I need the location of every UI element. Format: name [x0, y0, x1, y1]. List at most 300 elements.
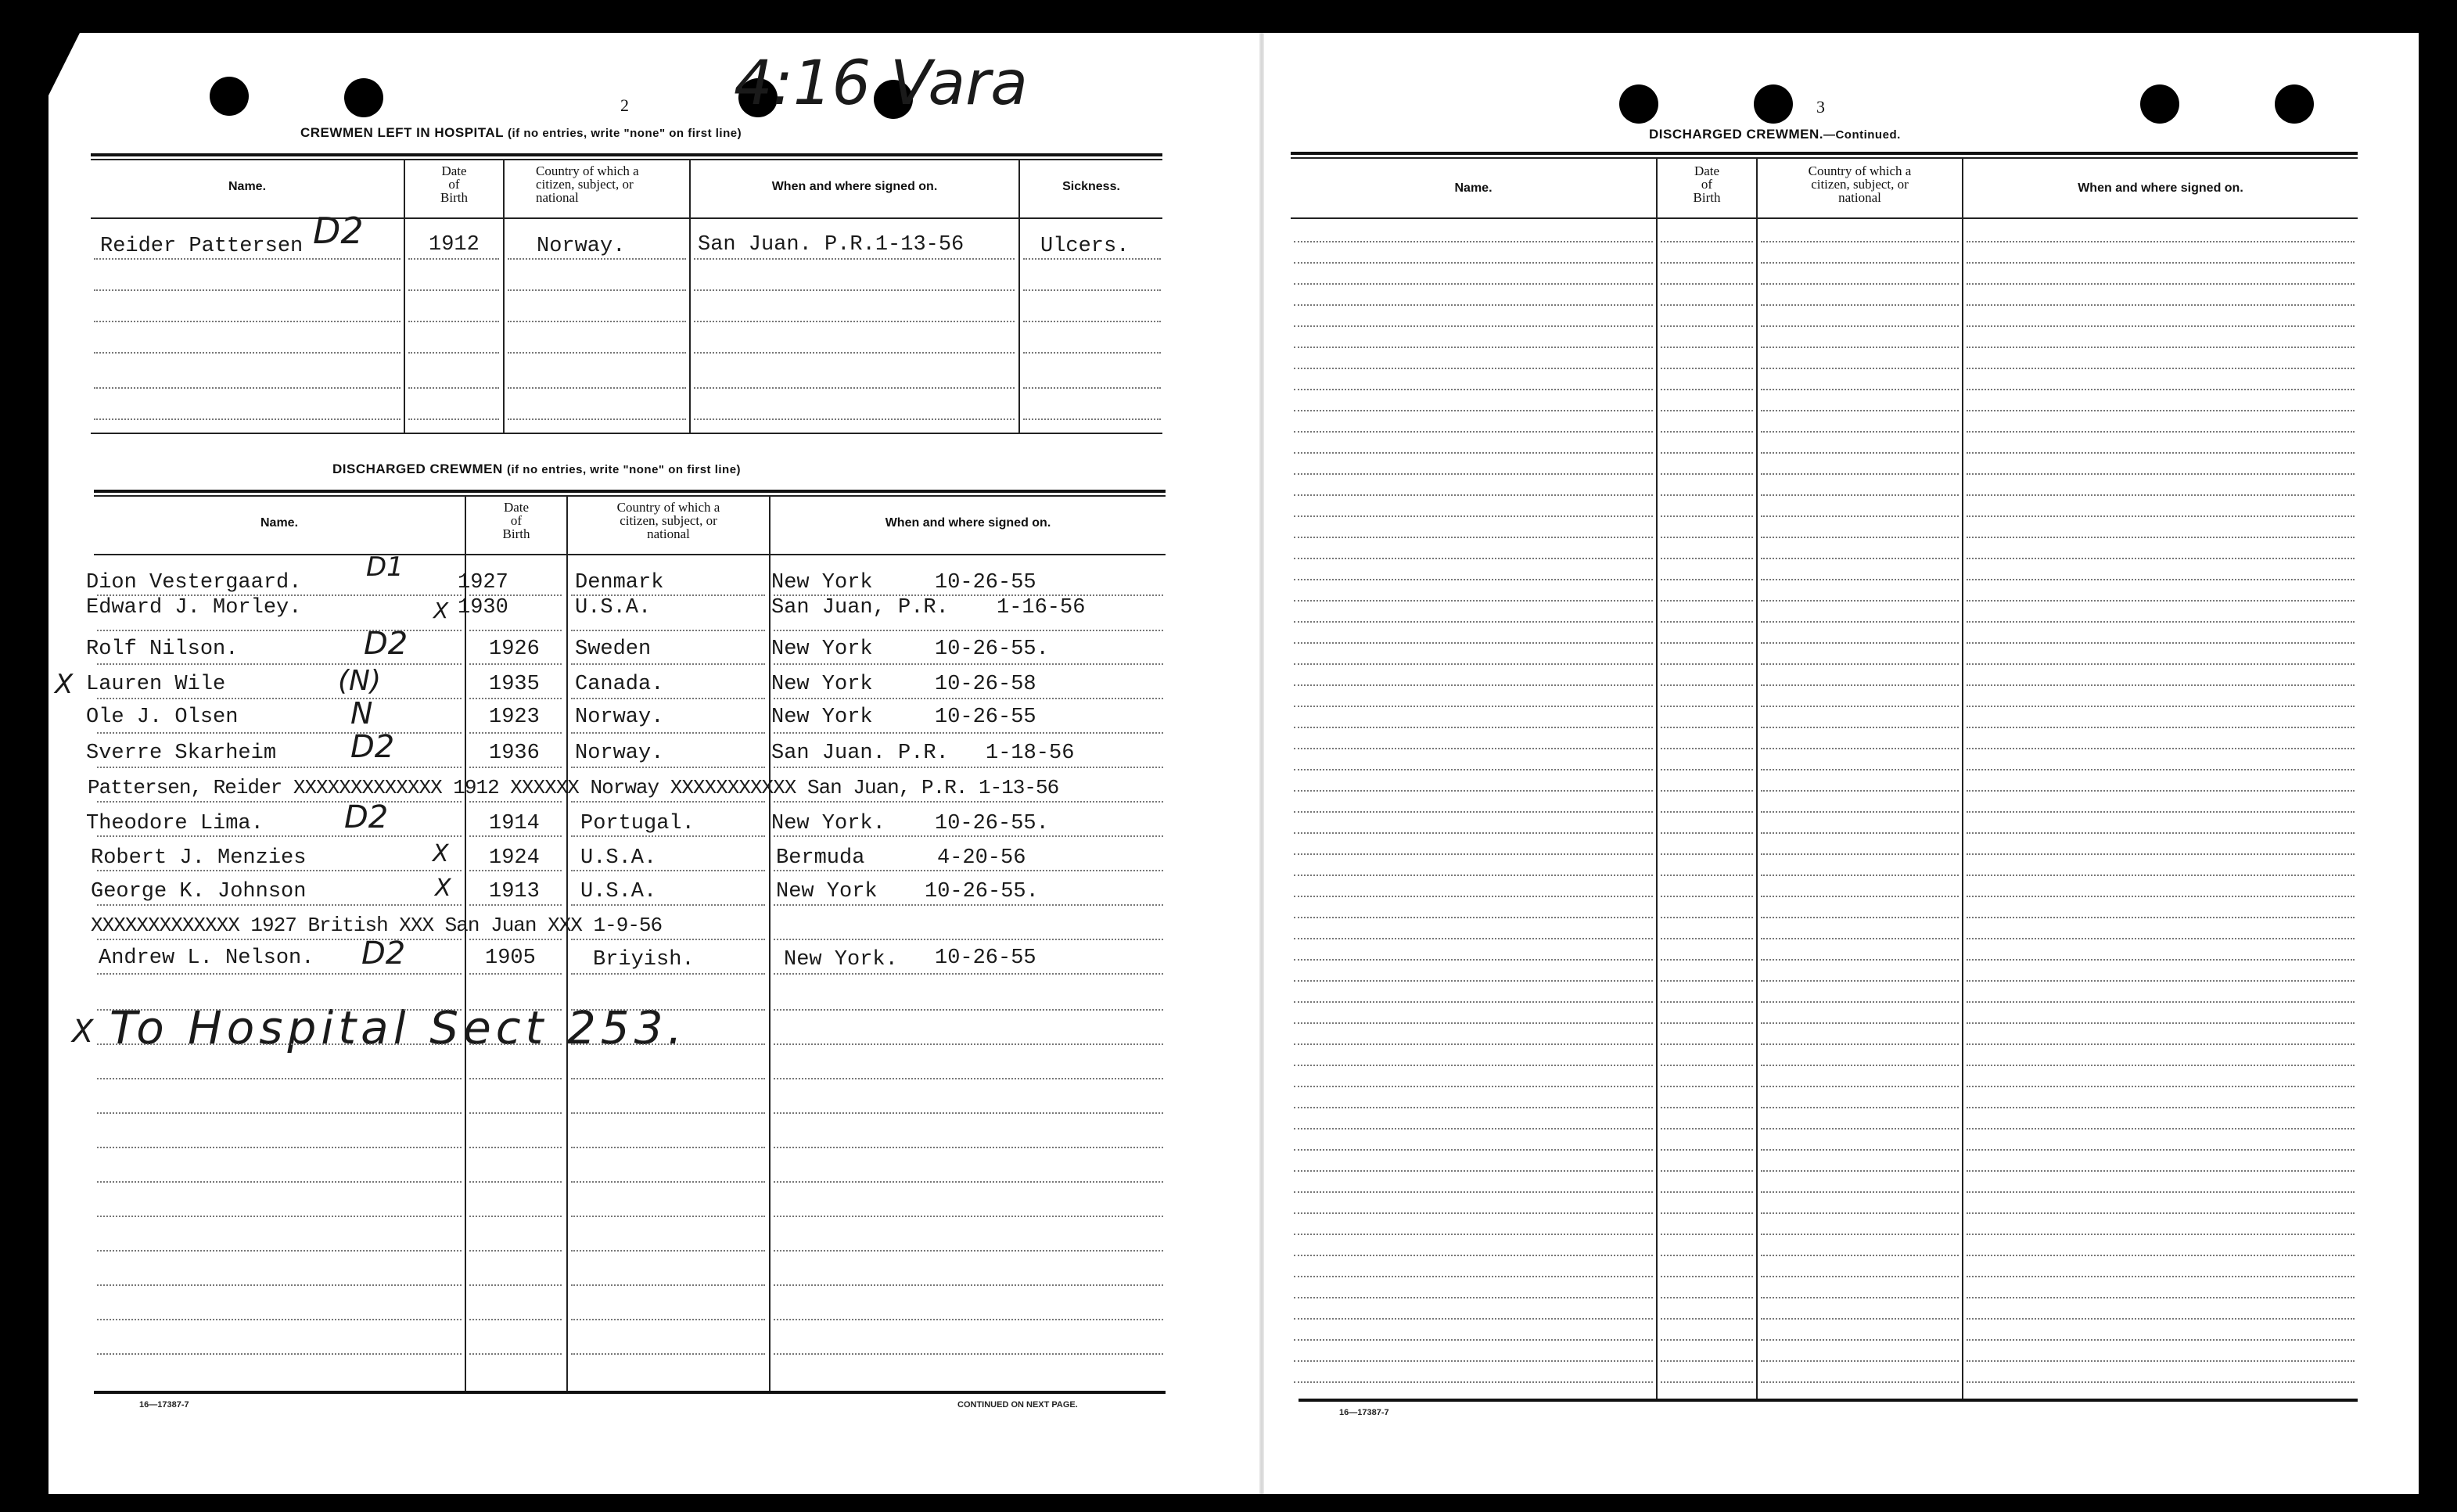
crew-country: Norway.	[575, 742, 664, 765]
dotted-rule	[1294, 1381, 1653, 1383]
column-divider	[1656, 157, 1658, 1399]
header-dob-line: of	[1701, 177, 1713, 192]
dotted-rule	[1661, 1065, 1753, 1066]
dotted-rule	[1661, 853, 1753, 855]
crew-date: 10-26-55	[935, 946, 1036, 970]
continued-title: DISCHARGED CREWMEN.	[1649, 127, 1823, 142]
dotted-rule	[1761, 748, 1959, 749]
dotted-rule	[1967, 1191, 2355, 1193]
table-rule	[1291, 217, 2358, 219]
crew-date: 10-26-58	[935, 673, 1036, 696]
dotted-rule	[1661, 1043, 1753, 1045]
dotted-rule	[1761, 579, 1959, 580]
dotted-rule	[1294, 452, 1653, 454]
crew-country: U.S.A.	[575, 596, 652, 620]
crew-date: 4-20-56	[937, 846, 1026, 870]
folded-corner	[48, 33, 80, 95]
dotted-rule	[1761, 1170, 1959, 1172]
dotted-rule	[1294, 241, 1653, 242]
page-number: 3	[1816, 97, 1825, 117]
dotted-rule	[1661, 494, 1753, 496]
dotted-rule	[1967, 1022, 2355, 1024]
table-rule	[1291, 152, 2358, 155]
crew-dob: 1913	[489, 880, 540, 903]
dotted-rule	[1761, 368, 1959, 369]
dotted-rule	[1967, 558, 2355, 559]
crew-mark: N	[350, 696, 373, 731]
form-number: 16—17387-7	[139, 1400, 189, 1410]
dotted-rule	[1967, 1360, 2355, 1362]
column-divider	[1756, 157, 1758, 1399]
center-fold	[1259, 33, 1264, 1494]
dotted-rule	[1294, 663, 1653, 665]
dotted-rule	[1967, 790, 2355, 792]
dotted-rule	[1761, 473, 1959, 475]
dotted-rule	[1967, 1128, 2355, 1130]
dotted-rule	[1967, 1318, 2355, 1320]
header-name: Name.	[260, 516, 299, 530]
dotted-rule	[1761, 1086, 1959, 1087]
dotted-rule	[1967, 431, 2355, 433]
dotted-rule	[1661, 579, 1753, 580]
dotted-rule	[1294, 684, 1653, 686]
dotted-rule	[1661, 938, 1753, 939]
dotted-rule	[1661, 368, 1753, 369]
dotted-rule	[1761, 558, 1959, 559]
dotted-rule	[1761, 853, 1959, 855]
dotted-rule	[1661, 1381, 1753, 1383]
dotted-rule	[1967, 473, 2355, 475]
dotted-rule	[1967, 1381, 2355, 1383]
dotted-rule	[1294, 494, 1653, 496]
dotted-rule	[1294, 1107, 1653, 1108]
header-name: Name.	[228, 180, 267, 193]
crew-dob: 1914	[489, 812, 540, 835]
dotted-rule	[1294, 980, 1653, 982]
dotted-rule	[1967, 368, 2355, 369]
dotted-rule	[1967, 684, 2355, 686]
header-dob-line: Birth	[1693, 190, 1721, 205]
dotted-rule	[1967, 1043, 2355, 1045]
crew-dob: 1926	[489, 637, 540, 661]
continued-note: CONTINUED ON NEXT PAGE.	[957, 1400, 1078, 1410]
dotted-rule	[1661, 875, 1753, 876]
dotted-rule	[1761, 1276, 1959, 1277]
dotted-rule	[1294, 325, 1653, 327]
dotted-rule	[1661, 1170, 1753, 1172]
header-country-line: national	[536, 190, 579, 205]
crew-mark: X	[433, 840, 449, 867]
dotted-rule	[1967, 1170, 2355, 1172]
header-country-line: citizen, subject, or	[1811, 177, 1909, 192]
dotted-rule	[1294, 1234, 1653, 1235]
dotted-rule	[1661, 706, 1753, 707]
header-name: Name.	[1454, 181, 1493, 195]
crew-country: U.S.A.	[580, 880, 657, 903]
crew-dob: 1905	[485, 946, 536, 970]
dotted-rule	[1661, 431, 1753, 433]
dotted-rule	[1761, 304, 1959, 306]
header-country-line: Country of which a	[1808, 163, 1912, 178]
dotted-rule	[1761, 537, 1959, 538]
dotted-rule	[1661, 558, 1753, 559]
dotted-rule	[1294, 558, 1653, 559]
crew-name: Lauren Wile	[86, 673, 226, 696]
dotted-rule	[1294, 790, 1653, 792]
dotted-rule	[1761, 1149, 1959, 1151]
dotted-rule	[1661, 917, 1753, 918]
dotted-rule	[1294, 896, 1653, 897]
crew-dob: 1927	[458, 571, 508, 594]
hospital-subtitle: (if no entries, write "none" on first line)	[508, 127, 742, 140]
column-divider	[566, 495, 568, 1391]
crew-place: San Juan, P.R.	[771, 596, 949, 620]
dotted-rule	[1661, 283, 1753, 285]
crew-name: Ole J. Olsen	[86, 706, 239, 729]
header-country-line: Country of which a	[616, 500, 720, 515]
dotted-rule	[1294, 1086, 1653, 1087]
dotted-rule	[1967, 1107, 2355, 1108]
table-rule	[91, 433, 1162, 434]
dotted-rule	[1761, 1360, 1959, 1362]
crew-place: New York	[771, 571, 873, 594]
crew-name: Sverre Skarheim	[86, 742, 277, 765]
header-sickness: Sickness.	[1062, 180, 1120, 193]
column-divider	[689, 159, 691, 433]
dotted-rule	[1761, 1318, 1959, 1320]
handwritten-hospital-note: To Hospital Sect 253.	[110, 1001, 687, 1054]
dotted-rule	[1294, 1212, 1653, 1214]
crew-dob: 1924	[489, 846, 540, 870]
dotted-rule	[1661, 832, 1753, 834]
header-dob-line: Birth	[502, 526, 530, 541]
dotted-rule	[1661, 769, 1753, 770]
dotted-rule	[1967, 494, 2355, 496]
crew-name: George K. Johnson	[91, 880, 307, 903]
crew-name: Robert J. Menzies	[91, 846, 307, 870]
dotted-rule	[1294, 832, 1653, 834]
header-dob-line: of	[448, 177, 460, 192]
dotted-rule	[1294, 283, 1653, 285]
crew-mark: D2	[361, 936, 406, 971]
dotted-rule	[1761, 642, 1959, 644]
crew-date: 10-26-55.	[935, 637, 1049, 661]
dotted-rule	[1661, 347, 1753, 348]
dotted-rule	[1294, 727, 1653, 728]
dotted-rule	[1761, 684, 1959, 686]
dotted-rule	[1761, 875, 1959, 876]
dotted-rule	[1661, 1022, 1753, 1024]
dotted-rule	[1967, 1212, 2355, 1214]
dotted-rule	[1661, 1191, 1753, 1193]
header-country-line: citizen, subject, or	[536, 177, 634, 192]
crew-mark: D2	[364, 626, 408, 662]
hospital-country: Norway.	[537, 235, 626, 258]
dotted-rule	[1294, 473, 1653, 475]
dotted-rule	[1761, 1339, 1959, 1341]
crew-dob: 1936	[489, 742, 540, 765]
crew-country: Sweden	[575, 637, 652, 661]
dotted-rule	[1761, 515, 1959, 517]
table-rule	[94, 490, 1166, 493]
dotted-rule	[1294, 1360, 1653, 1362]
crew-country: Norway.	[575, 706, 664, 729]
header-country	[505, 164, 689, 204]
dotted-rule	[1761, 832, 1959, 834]
crew-mark: (N)	[338, 665, 382, 697]
hospital-sickness: Ulcers.	[1040, 235, 1130, 258]
dotted-rule	[1294, 769, 1653, 770]
dotted-rule	[1761, 600, 1959, 602]
dotted-rule	[1967, 1255, 2355, 1256]
crossed-entry: XXXXXXXXXXXXX 1927 British XXX San Juan XXX 1-9-56	[91, 914, 663, 937]
dotted-rule	[1661, 1339, 1753, 1341]
header-country	[568, 501, 769, 541]
dotted-rule	[1967, 410, 2355, 411]
table-rule	[94, 554, 1166, 555]
dotted-rule	[1661, 1086, 1753, 1087]
dotted-rule	[1294, 938, 1653, 939]
dotted-rule	[1967, 980, 2355, 982]
header-country-line: national	[647, 526, 690, 541]
dotted-rule	[1661, 663, 1753, 665]
crew-mark: D2	[344, 799, 389, 835]
column-divider	[465, 495, 466, 1391]
dotted-rule	[1967, 1339, 2355, 1341]
table-rule	[91, 153, 1162, 156]
dotted-rule	[1294, 1022, 1653, 1024]
header-dob-line: Date	[503, 500, 530, 515]
dotted-rule	[1661, 537, 1753, 538]
crew-date: 1-16-56	[997, 596, 1086, 620]
crew-country: Denmark	[575, 571, 664, 594]
dotted-rule	[1967, 769, 2355, 770]
dotted-rule	[1661, 325, 1753, 327]
dotted-rule	[1967, 642, 2355, 644]
header-dob-line: of	[510, 513, 523, 528]
dotted-rule	[1761, 769, 1959, 770]
dotted-rule	[1761, 1212, 1959, 1214]
crew-country: Portugal.	[580, 812, 695, 835]
dotted-rule	[1294, 347, 1653, 348]
dotted-rule	[1294, 959, 1653, 961]
dotted-rule	[1294, 515, 1653, 517]
dotted-rule	[1661, 473, 1753, 475]
dotted-rule	[1967, 1065, 2355, 1066]
dotted-rule	[1761, 1107, 1959, 1108]
dotted-rule	[1294, 621, 1653, 623]
column-divider	[769, 495, 771, 1391]
dotted-rule	[1294, 1318, 1653, 1320]
dotted-rule	[1967, 832, 2355, 834]
continued-section-title	[1649, 127, 1901, 142]
table-rule	[91, 159, 1162, 160]
dotted-rule	[1294, 1339, 1653, 1341]
dotted-rule	[1967, 1001, 2355, 1003]
crew-place: New York	[771, 637, 873, 661]
dotted-rule	[1967, 283, 2355, 285]
crew-place: New York.	[771, 812, 885, 835]
dotted-rule	[1661, 1255, 1753, 1256]
dotted-rule	[1294, 1170, 1653, 1172]
dotted-rule	[1294, 917, 1653, 918]
dotted-rule	[1761, 1381, 1959, 1383]
crew-mark: X	[433, 598, 449, 623]
crew-dob: 1930	[458, 596, 508, 620]
hospital-dob: 1912	[429, 233, 480, 257]
dotted-rule	[1761, 1128, 1959, 1130]
header-dob	[466, 501, 566, 541]
dotted-rule	[1761, 494, 1959, 496]
punch-hole	[1619, 84, 1658, 124]
dotted-rule	[1294, 875, 1653, 876]
crew-dob: 1923	[489, 706, 540, 729]
crew-name: Dion Vestergaard.	[86, 571, 302, 594]
dotted-rule	[1661, 1128, 1753, 1130]
hospital-name: Reider Pattersen	[100, 235, 304, 258]
dotted-rule	[1967, 347, 2355, 348]
dotted-rule	[1661, 896, 1753, 897]
dotted-rule	[1761, 727, 1959, 728]
dotted-rule	[1761, 241, 1959, 242]
dotted-rule	[1761, 896, 1959, 897]
dotted-rule	[1761, 790, 1959, 792]
dotted-rule	[1294, 1043, 1653, 1045]
punch-hole	[1754, 84, 1793, 124]
dotted-rule	[1967, 579, 2355, 580]
header-dob-line: Date	[441, 163, 467, 178]
header-dob-line: Birth	[440, 190, 468, 205]
dotted-rule	[1967, 875, 2355, 876]
dotted-rule	[1967, 1276, 2355, 1277]
dotted-rule	[1967, 389, 2355, 390]
dotted-rule	[1761, 621, 1959, 623]
header-country-line: citizen, subject, or	[620, 513, 717, 528]
page-number: 2	[620, 95, 629, 115]
dotted-rule	[1661, 811, 1753, 813]
dotted-rule	[1761, 1191, 1959, 1193]
crew-country: Briyish.	[593, 948, 695, 971]
crew-date: 10-26-55.	[935, 812, 1049, 835]
dotted-rule	[1294, 853, 1653, 855]
dotted-rule	[1761, 325, 1959, 327]
column-divider	[1018, 159, 1020, 433]
dotted-rule	[1967, 663, 2355, 665]
dotted-rule	[1967, 938, 2355, 939]
dotted-rule	[1294, 1065, 1653, 1066]
dotted-rule	[1294, 1276, 1653, 1277]
handwritten-vessel-note: 4:16 Vara	[734, 48, 1028, 119]
dotted-rule	[1294, 1297, 1653, 1298]
table-rule	[94, 1391, 1166, 1394]
table-rule	[1291, 157, 2358, 159]
dotted-rule	[1661, 727, 1753, 728]
crew-name: Andrew L. Nelson.	[99, 946, 314, 970]
punch-hole	[344, 78, 383, 117]
dotted-rule	[1761, 1234, 1959, 1235]
crew-name: Edward J. Morley.	[86, 596, 302, 620]
dotted-rule	[1294, 1255, 1653, 1256]
table-rule	[94, 495, 1166, 497]
dotted-rule	[1761, 262, 1959, 264]
dotted-rule	[1967, 1149, 2355, 1151]
dotted-rule	[1661, 1234, 1753, 1235]
crew-mark: X	[435, 875, 451, 902]
crew-country: U.S.A.	[580, 846, 657, 870]
dotted-rule	[1294, 368, 1653, 369]
dotted-rule	[1661, 1212, 1753, 1214]
crew-place: New York	[776, 880, 878, 903]
column-divider	[1962, 157, 1963, 1399]
dotted-rule	[1294, 748, 1653, 749]
dotted-rule	[1661, 262, 1753, 264]
dotted-rule	[1661, 642, 1753, 644]
dotted-rule	[1294, 811, 1653, 813]
dotted-rule	[1761, 347, 1959, 348]
crew-place: New York	[771, 706, 873, 729]
header-dob-line: Date	[1694, 163, 1720, 178]
dotted-rule	[1967, 896, 2355, 897]
hospital-signed: San Juan. P.R.1-13-56	[698, 233, 964, 257]
dotted-rule	[1761, 811, 1959, 813]
dotted-rule	[1761, 452, 1959, 454]
dotted-rule	[1661, 241, 1753, 242]
dotted-rule	[1661, 748, 1753, 749]
dotted-rule	[1967, 917, 2355, 918]
dotted-rule	[1761, 959, 1959, 961]
dotted-rule	[1967, 537, 2355, 538]
dotted-rule	[1761, 706, 1959, 707]
discharged-section-title	[332, 462, 741, 477]
dotted-rule	[1661, 600, 1753, 602]
dotted-rule	[1661, 1149, 1753, 1151]
crew-date: 10-26-55	[935, 706, 1036, 729]
crew-date: 1-18-56	[986, 742, 1075, 765]
dotted-rule	[1761, 663, 1959, 665]
dotted-rule	[1661, 515, 1753, 517]
dotted-rule	[1294, 1149, 1653, 1151]
dotted-rule	[1661, 1001, 1753, 1003]
dotted-rule	[1761, 917, 1959, 918]
form-number: 16—17387-7	[1339, 1408, 1389, 1417]
crew-country: Canada.	[575, 673, 664, 696]
header-country	[1758, 164, 1962, 204]
dotted-rule	[1967, 811, 2355, 813]
dotted-rule	[1761, 938, 1959, 939]
hospital-section-title	[300, 125, 742, 141]
dotted-rule	[1661, 1318, 1753, 1320]
dotted-rule	[1967, 600, 2355, 602]
crew-place: New York	[771, 673, 873, 696]
crew-place: New York.	[784, 948, 898, 971]
dotted-rule	[1761, 1022, 1959, 1024]
dotted-rule	[1661, 980, 1753, 982]
dotted-rule	[1661, 389, 1753, 390]
dotted-rule	[1761, 410, 1959, 411]
table-rule	[91, 217, 1162, 219]
dotted-rule	[1761, 1297, 1959, 1298]
header-country-line: Country of which a	[536, 163, 639, 178]
dotted-rule	[1967, 304, 2355, 306]
dotted-rule	[1967, 325, 2355, 327]
dotted-rule	[1967, 706, 2355, 707]
dotted-rule	[1294, 262, 1653, 264]
header-signed: When and where signed on.	[2078, 181, 2243, 195]
header-dob	[405, 164, 503, 204]
dotted-rule	[1967, 1234, 2355, 1235]
dotted-rule	[1294, 642, 1653, 644]
dotted-rule	[1294, 579, 1653, 580]
